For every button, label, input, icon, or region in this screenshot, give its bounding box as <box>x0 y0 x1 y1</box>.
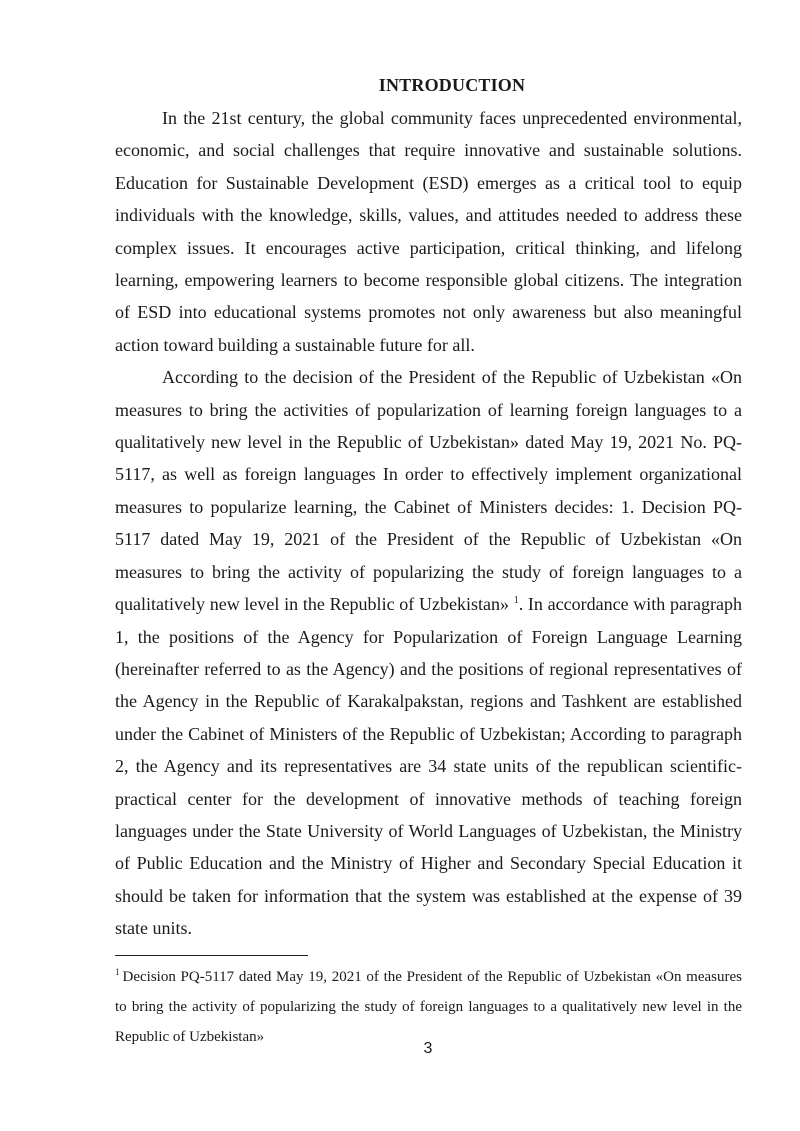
paragraph-decision-part-2: . In accordance with paragraph 1, the positions of the Agency for Popularization of Foreign Language Learning (hereinafter referred to as the Agency) and the positions of regional representatives of the Agency in the Republic of Karakalpakstan, regions and Tashkent are established under the Cabinet of Ministers of the Republic of Uzbekistan; According to paragraph 2, the Agency and its representatives are 34 state units of the republican scientific-practical center for the development of innovative methods of teaching foreign languages under the State University of World Languages of Uzbekistan, the Ministry of Public Education and the Ministry of Higher and Secondary Special Education it should be taken for information that the system was established at the expense of 39 state units. <box>115 594 742 939</box>
footnote <box>115 962 742 1052</box>
paragraph-decision <box>115 361 742 944</box>
paragraph-intro: In the 21st century, the global community faces unprecedented environmental, economic, and social challenges that require innovative and sustainable solutions. Education for Sustainable Development (ESD) emerges as a critical tool to equip individuals with the knowledge, skills, values, and attitudes needed to address these complex issues. It encourages active participation, critical thinking, and lifelong learning, empowering learners to become responsible global citizens. The integration of ESD into educational systems promotes not only awareness but also meaningful action toward building a sustainable future for all. <box>115 108 742 355</box>
page-number: 3 <box>423 1040 433 1057</box>
paragraph-decision-part-1: According to the decision of the President of the Republic of Uzbekistan «On measures to bring the activities of popularization of learning foreign languages to a qualitatively new level in the Republic of Uzbekistan» dated May 19, 2021 No. PQ-5117, as well as foreign languages In order to effectively implement organizational measures to popularize learning, the Cabinet of Ministers decides: 1. Decision PQ-5117 dated May 19, 2021 of the President of the Republic of Uzbekistan «On measures to bring the activity of popularizing the study of foreign languages to a qualitatively new level in the Republic of Uzbekistan» <box>115 367 742 615</box>
footnote-divider <box>115 955 308 956</box>
page-title: INTRODUCTION <box>378 75 526 95</box>
body-text <box>115 102 742 945</box>
footnote-mark: 1 <box>115 967 120 977</box>
footnote-text: Decision PQ-5117 dated May 19, 2021 of the President of the Republic of Uzbekistan «On measures to bring the activity of popularizing the study of foreign languages to a qualitatively new level in the Republic of Uzbekistan» <box>115 969 742 1045</box>
footnote-reference[interactable]: 1 <box>513 595 519 607</box>
